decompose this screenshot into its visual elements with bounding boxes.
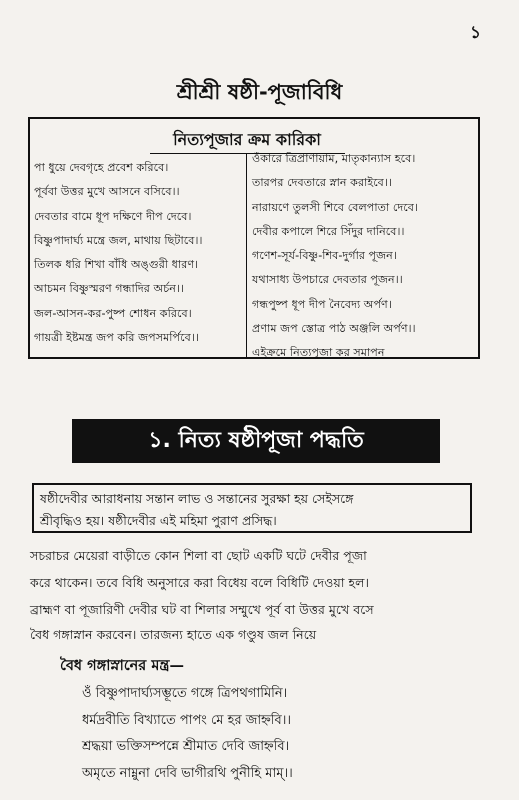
section-heading-banner: ১. নিত্য ষষ্ঠীপূজা পদ্ধতি bbox=[72, 419, 440, 463]
mantra-line: শ্রদ্ধয়া ভক্তিসম্পন্নে শ্রীমাত দেবি জাহ্নবি। bbox=[82, 739, 290, 754]
column-divider bbox=[246, 153, 247, 359]
right-line: প্রণাম জপ স্তোত্র পাঠ অঞ্জলি অর্পণ।। bbox=[252, 322, 416, 336]
right-column bbox=[252, 147, 476, 366]
right-line: এইক্রমে নিত্যপূজা কর সমাপন bbox=[252, 346, 385, 360]
intro-line: শ্রীবৃদ্ধিও হয়। ষষ্ঠীদেবীর এই মহিমা পুরাণ প্রসিদ্ধ। bbox=[40, 513, 277, 528]
intro-line: ষষ্ঠীদেবীর আরাধনায় সন্তান লাভ ও সন্তানের সুরক্ষা হয় সেইসঙ্গে bbox=[40, 491, 354, 506]
left-line: গায়ত্রী ইষ্টমন্ত্র জপ করি জপসমর্পিবে।। bbox=[34, 331, 199, 345]
right-line: গন্ধপুষ্প ধূপ দীপ নৈবেদ্য অর্পণ। bbox=[252, 297, 392, 311]
paragraph-line: ব্রাহ্মণ বা পূজারিণী দেবীর ঘট বা শিলার সম্মুখে পূর্ব বা উত্তর মুখে বসে bbox=[30, 602, 374, 617]
page-number: ১ bbox=[469, 23, 481, 43]
paragraph-line: বৈধ গঙ্গাস্নান করবেন। তারজন্য হাতে এক গণ্ডুষ জল নিয়ে bbox=[30, 627, 317, 642]
mantra-line: অমৃতে নাম্নুনা দেবি ভাগীরথি পুনীহি মাম্।। bbox=[82, 765, 293, 781]
right-line: তারপর দেবতারে স্নান করাইবে।। bbox=[252, 176, 392, 190]
box-title: নিত্যপূজার ক্রম কারিকা bbox=[173, 130, 321, 149]
right-line: নারায়ণে তুলসী শিবে বেলপাতা দেবে। bbox=[252, 200, 418, 214]
right-line: যথাসাধ্য উপচারে দেবতার পূজন।। bbox=[252, 273, 403, 287]
left-line: বিষ্ণুপাদার্ঘ্য মন্ত্রে জল, মাথায় ছিটাবে।। bbox=[34, 233, 203, 247]
mantra-line: ধর্মদ্রবীতি বিখ্যাতে পাপং মে হর জাহ্নবি।। bbox=[82, 712, 292, 728]
puja-order-box bbox=[28, 117, 480, 359]
mantra-title: বৈধ গঙ্গাস্নানের মন্ত্র— bbox=[60, 658, 184, 674]
paragraph-line: সচরাচর মেয়েরা বাড়ীতে কোন শিলা বা ছোট একটি ঘটে দেবীর পূজা bbox=[30, 548, 367, 563]
mantra-verses bbox=[82, 681, 293, 787]
right-line: ওঁকারে ত্রিপ্রাণায়াম, মাতৃকান্যাস হবে। bbox=[252, 152, 416, 165]
mantra-line: ওঁ বিষ্ণুপাদার্ঘ্যসম্ভূতে গঙ্গে ত্রিপথগামিনি। bbox=[82, 686, 288, 701]
left-line: দেবতার বামে ধূপ দক্ষিণে দীপ দেবে। bbox=[34, 209, 192, 223]
left-line: তিলক ধরি শিখা বাঁধি অঙ্গুরী ধারণ। bbox=[34, 258, 199, 272]
left-line: পূর্ববা উত্তর মুখে আসনে বসিবে।। bbox=[34, 185, 180, 199]
left-column bbox=[34, 156, 244, 350]
paragraph-line: করে থাকেন। তবে বিধি অনুসারে করা বিধেয় বলে বিধিটি দেওয়া হল। bbox=[30, 575, 370, 590]
left-line: আচমন বিষ্ণুস্মরণ গন্ধাদির অর্চন।। bbox=[34, 282, 184, 296]
page-title: শ্রীশ্রী ষষ্ঠী-পূজাবিধি bbox=[176, 80, 343, 104]
right-line: গণেশ-সূর্য-বিষ্ণু-শিব-দুর্গার পূজন। bbox=[252, 249, 397, 263]
right-line: দেবীর কপালে শিরে সিঁদুর দানিবে।। bbox=[252, 224, 405, 238]
intro-box bbox=[32, 483, 472, 533]
left-line: পা ধুয়ে দেবগৃহে প্রবেশ করিবে। bbox=[34, 161, 169, 174]
left-line: জল-আসন-কর-পুষ্প শোধন করিবে। bbox=[34, 306, 192, 320]
